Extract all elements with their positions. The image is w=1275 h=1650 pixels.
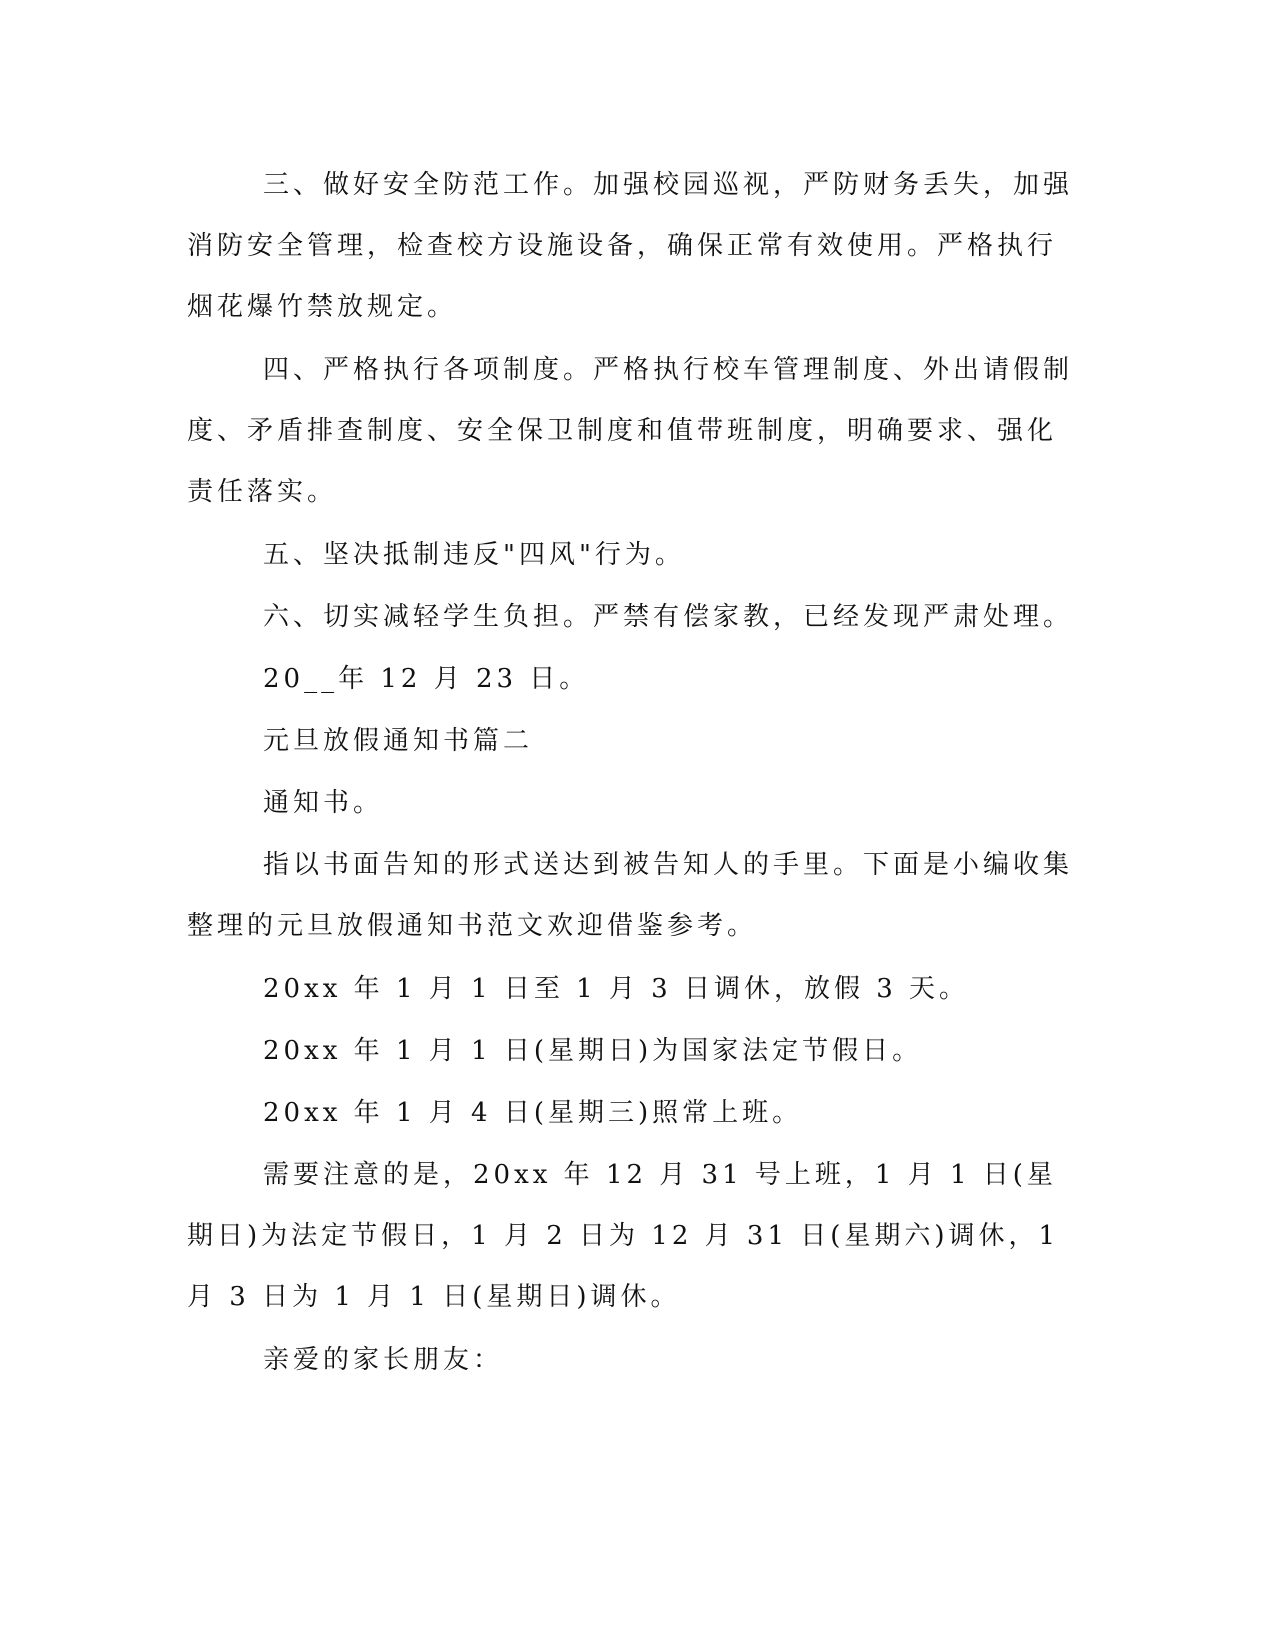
paragraph-adjustment-note: 需要注意的是，20xx 年 12 月 31 号上班，1 月 1 日(星期日)为法定节假日，1 月 2 日为 12 月 31 日(星期六)调休，1 月 3 日为 1 月 1 日(星期日)调休。	[187, 1160, 1060, 1312]
paragraph-student-burden: 六、切实减轻学生负担。严禁有偿家教，已经发现严肃处理。	[263, 602, 1074, 632]
document-body	[187, 155, 1077, 1392]
section-title: 元旦放假通知书篇二	[263, 726, 534, 756]
paragraph-holiday-range: 20xx 年 1 月 1 日至 1 月 3 日调休，放假 3 天。	[263, 974, 970, 1004]
paragraph-regulations: 四、严格执行各项制度。严格执行校车管理制度、外出请假制度、矛盾排查制度、安全保卫制度和值带班制度，明确要求、强化责任落实。	[187, 355, 1074, 507]
paragraph-greeting: 亲爱的家长朋友：	[263, 1345, 504, 1375]
paragraph-four-winds: 五、坚决抵制违反"四风"行为。	[263, 540, 685, 570]
paragraph-return-to-work: 20xx 年 1 月 4 日(星期三)照常上班。	[263, 1098, 803, 1128]
paragraph-notice-label: 通知书。	[263, 788, 384, 818]
paragraph-statutory-holiday: 20xx 年 1 月 1 日(星期日)为国家法定节假日。	[263, 1036, 923, 1066]
paragraph-safety: 三、做好安全防范工作。加强校园巡视，严防财务丢失，加强消防安全管理，检查校方设施设备，确保正常有效使用。严格执行烟花爆竹禁放规定。	[187, 170, 1074, 322]
paragraph-notice-definition: 指以书面告知的形式送达到被告知人的手里。下面是小编收集整理的元旦放假通知书范文欢迎借鉴参考。	[187, 850, 1074, 941]
paragraph-date: 20__年 12 月 23 日。	[263, 664, 590, 694]
